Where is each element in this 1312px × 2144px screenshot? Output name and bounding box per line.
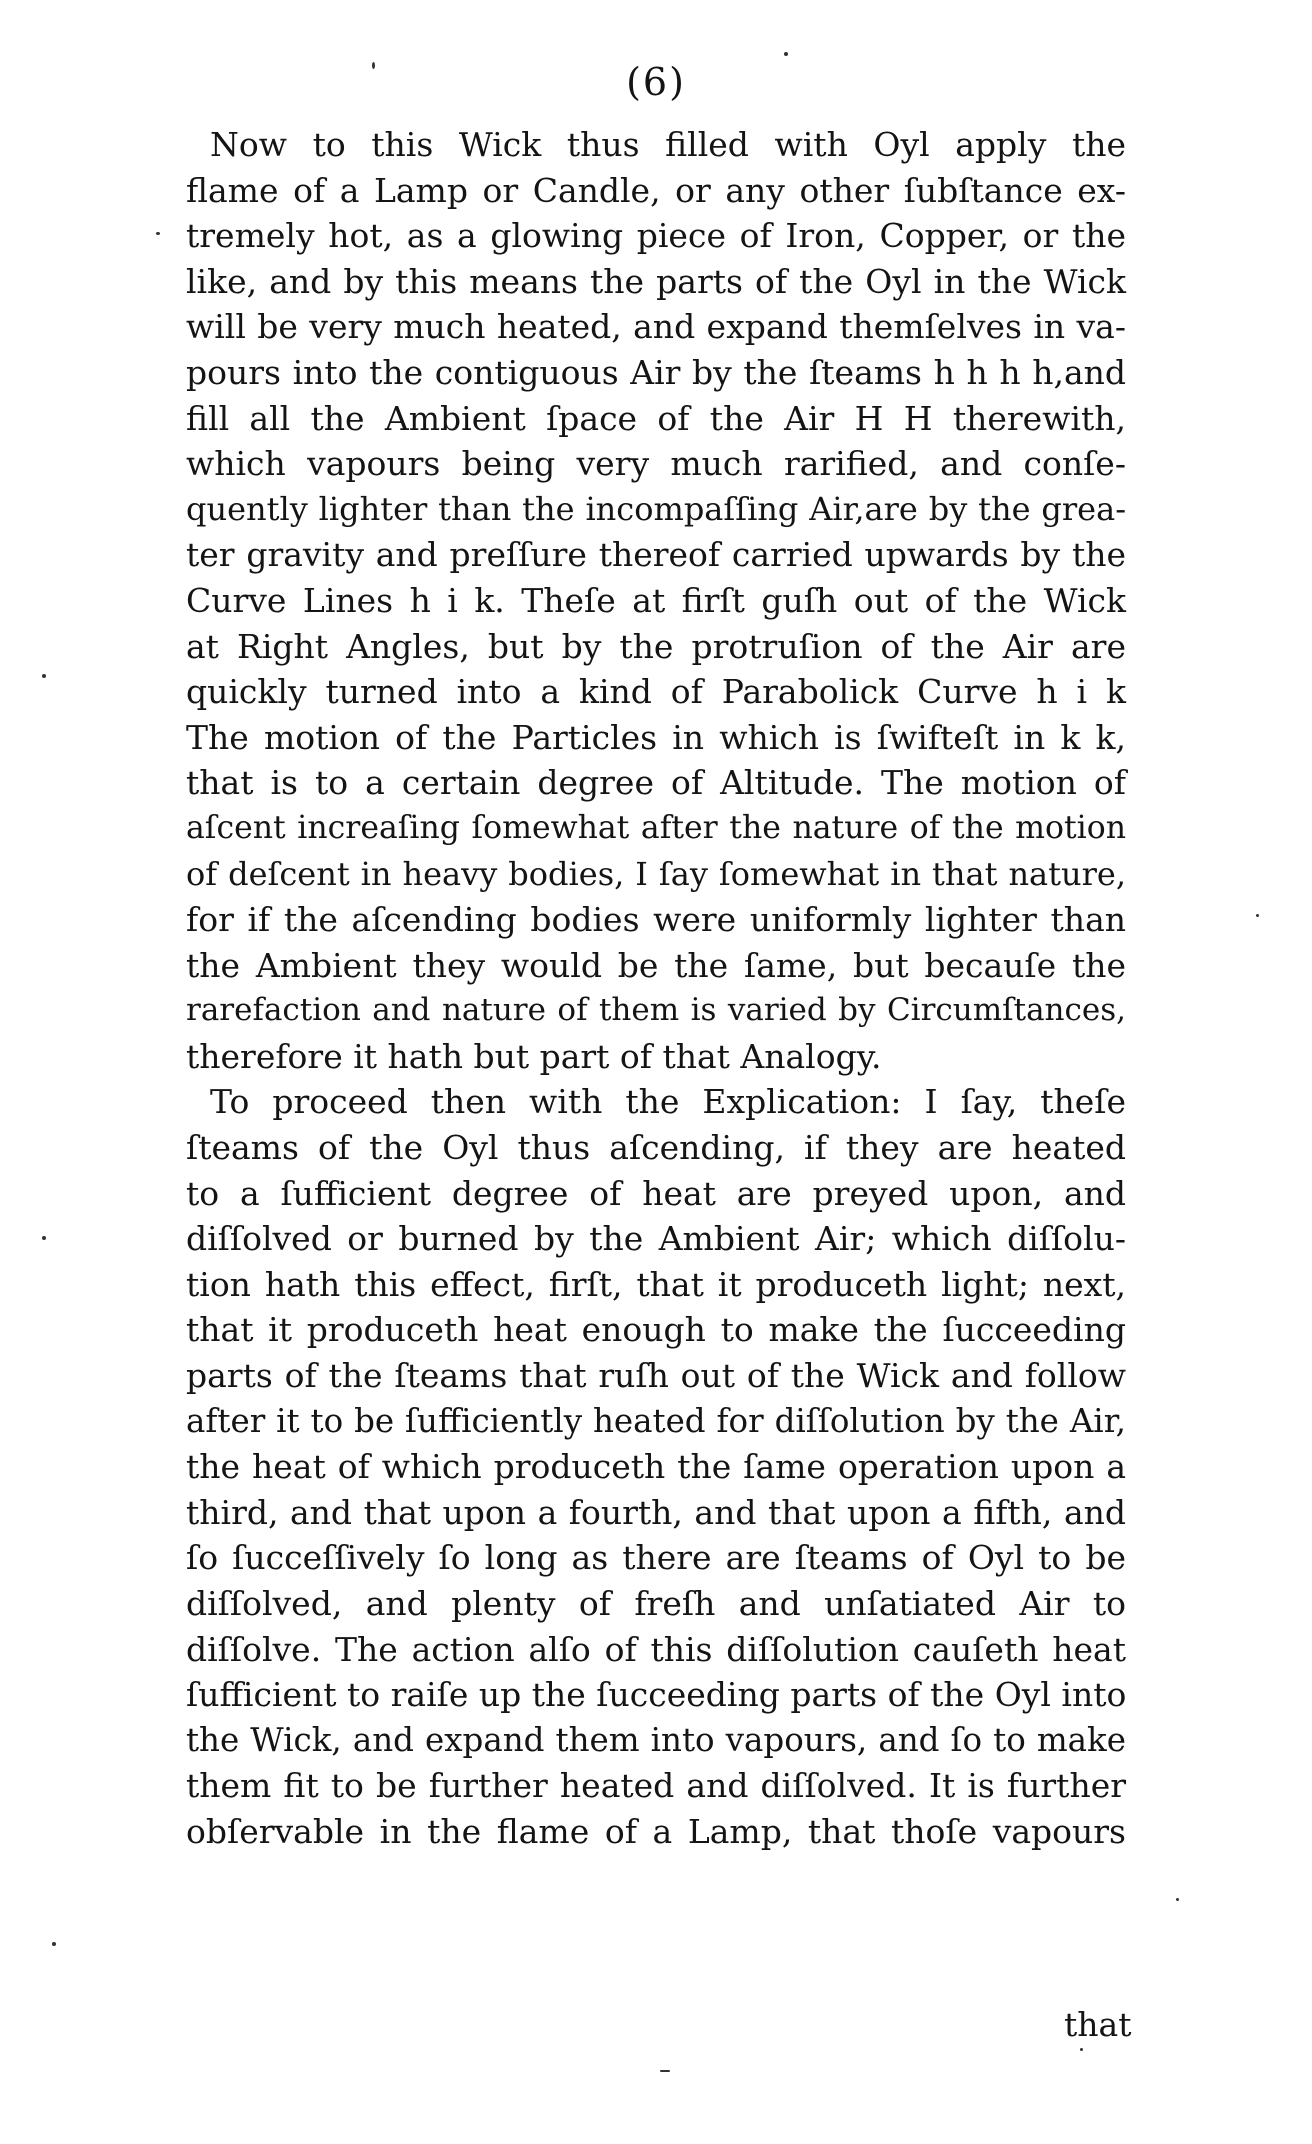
text-line: Curve Lines h i k. Theſe at firſt guſh out of the Wick [186, 580, 1126, 620]
scan-speck [1256, 914, 1259, 917]
text-line: ſo ſucceſſively ſo long as there are ſteams of Oyl to be [186, 1538, 1126, 1578]
text-line: therefore it hath but part of that Analogy. [186, 1036, 882, 1076]
text-line: ſteams of the Oyl thus aſcending, if they are heated [186, 1128, 1126, 1168]
text-line: which vapours being very much rarified, and conſe- [186, 444, 1126, 484]
text-line: will be very much heated, and expand themſelves in va- [186, 307, 1126, 347]
text-line: quickly turned into a kind of Parabolick Curve h i k [186, 672, 1126, 712]
text-line: obſervable in the flame of a Lamp, that thoſe vapours [186, 1811, 1126, 1851]
text-line: quently lighter than the incompaſſing Air,are by the grea- [186, 489, 1126, 528]
text-line: the Ambient they would be the ſame, but becauſe the [186, 945, 1126, 985]
scan-speck [42, 1236, 46, 1240]
scan-speck [784, 52, 788, 56]
text-line: for if the aſcending bodies were uniformly lighter than [186, 900, 1126, 940]
scan-speck [1080, 2048, 1083, 2051]
text-line: to a ſufficient degree of heat are preyed upon, and [186, 1173, 1126, 1213]
paragraph-1 [186, 122, 1126, 1079]
text-line: fill all the Ambient ſpace of the Air H H therewith, [186, 398, 1126, 438]
text-line: that is to a certain degree of Altitude. The motion of [186, 763, 1126, 803]
scan-speck [156, 232, 160, 235]
text-line: the Wick, and expand them into vapours, and ſo to make [186, 1720, 1126, 1759]
text-line: after it to be ſufficiently heated for diſſolution by the Air, [186, 1401, 1126, 1440]
page-number: (6) [626, 60, 686, 104]
scan-speck [660, 2070, 670, 2072]
text-line: them fit to be further heated and diſſolved. It is further [186, 1766, 1126, 1806]
text-line: To proceed then with the Explication: I ſay, theſe [210, 1082, 1126, 1122]
text-line: diſſolved, and plenty of freſh and unſatiated Air to [186, 1584, 1126, 1623]
text-line: that it produceth heat enough to make the ſucceeding [186, 1310, 1126, 1350]
paragraph-2 [186, 1079, 1126, 1854]
text-line: parts of the ſteams that ruſh out of the Wick and follow [186, 1356, 1126, 1396]
text-line: at Right Angles, but by the protruſion of the Air are [186, 626, 1126, 666]
text-line: ter gravity and preſſure thereof carried upwards by the [186, 535, 1126, 575]
text-line: of deſcent in heavy bodies, I ſay ſomewhat in that nature, [186, 854, 1126, 893]
text-line: third, and that upon a fourth, and that upon a fifth, and [186, 1492, 1126, 1532]
text-line: tremely hot, as a glowing piece of Iron, Copper, or the [186, 216, 1126, 256]
scan-speck [372, 62, 375, 69]
text-line: diſſolve. The action alſo of this diſſolution cauſeth heat [186, 1629, 1126, 1669]
text-line: Now to this Wick thus filled with Oyl apply the [210, 125, 1126, 164]
text-line: The motion of the Particles in which is ſwifteſt in k k, [186, 717, 1126, 757]
body-text [186, 122, 1126, 1855]
text-line: flame of a Lamp or Candle, or any other ſubſtance ex- [186, 170, 1126, 210]
scan-speck [52, 1942, 56, 1946]
scan-speck [42, 674, 46, 678]
text-line: tion hath this effect, firſt, that it produceth light; next, [186, 1264, 1126, 1304]
text-line: rarefaction and nature of them is varied by Circumſtances, [186, 992, 1126, 1029]
scan-speck [1176, 1898, 1179, 1901]
text-line: like, and by this means the parts of the Oyl in the Wick [186, 261, 1126, 301]
catchword: that [1064, 2005, 1132, 2044]
text-line: aſcent increaſing ſomewhat after the nature of the motion [186, 809, 1126, 846]
text-line: ſufficient to raiſe up the ſucceeding parts of the Oyl into [186, 1675, 1127, 1715]
text-line: the heat of which produceth the ſame operation upon a [186, 1447, 1126, 1487]
text-line: diſſolved or burned by the Ambient Air; which diſſolu- [186, 1219, 1126, 1259]
text-line: pours into the contiguous Air by the ſteams h h h h,and [186, 352, 1126, 392]
